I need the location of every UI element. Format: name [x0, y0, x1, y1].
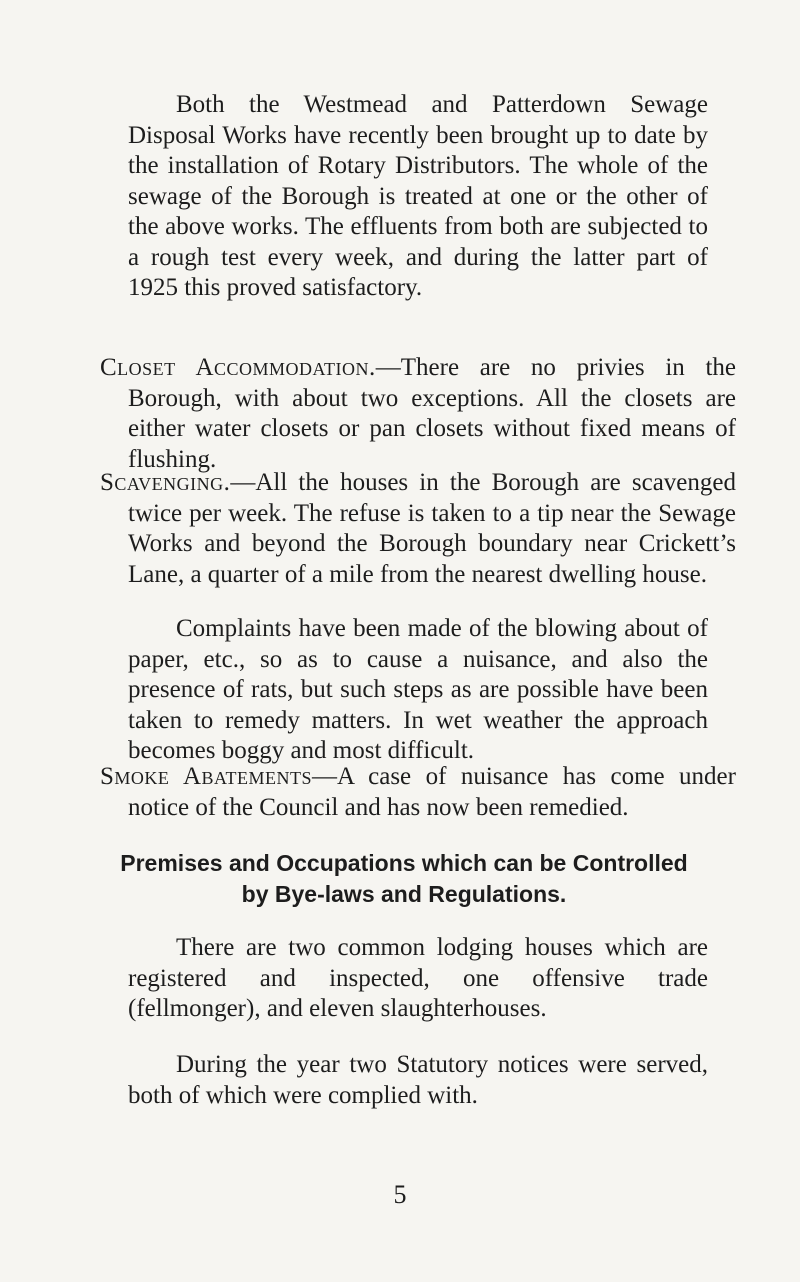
section-heading-line-2: by Bye-laws and Regulations.: [241, 881, 567, 907]
section-heading: [100, 848, 708, 910]
section-heading-line-1: Premises and Occupations which can be Controlled: [120, 850, 688, 876]
scavenging-title: Scavenging.: [100, 469, 231, 496]
paragraph-complaints: Complaints have been made of the blowing about of paper, etc., so as to cause a nuisance, and also the presence of rats, but such steps as are possible have been taken to remedy matters. In wet weather the approach becomes boggy and most difficult.: [128, 615, 708, 764]
paragraph-closet-accommodation: [100, 353, 736, 475]
page-number: 5: [393, 1180, 407, 1209]
closet-accommodation-title: Closet Accommodation.: [100, 354, 376, 381]
smoke-abatements-title: Smoke Abatements: [100, 763, 313, 790]
closet-accommodation-text: —There are no privies in the Borough, with about two exceptions. All the closets are either water closets or pan closets without fixed means of flushing.: [128, 354, 736, 473]
smoke-abatements-text: —A case of nuisance has come under notice of the Council and has now been remedied.: [128, 763, 736, 821]
paragraph-smoke-abatements: [100, 762, 736, 823]
paragraph-statutory-notices: During the year two Statutory notices were served, both of which were complied with.: [128, 1051, 708, 1109]
paragraph-scavenging: [100, 468, 736, 590]
scavenging-text: —All the houses in the Borough are scavenged twice per week. The refuse is taken to a tip near the Sewage Works and beyond the Borough boundary near Crickett’s Lane, a quarter of a mile from the nearest dwelling house.: [128, 469, 736, 588]
paragraph-lodging-houses: There are two common lodging houses which are registered and inspected, one offensive trade (fellmonger), and eleven slaughterhouses.: [128, 934, 708, 1022]
paragraph-sewage-disposal: Both the Westmead and Patterdown Sewage Disposal Works have recently been brought up to date by the installation of Rotary Distributors. The whole of the sewage of the Borough is treated at one or the other of the above works. The effluents from both are subjected to a rough test every week, and during the latter part of 1925 this proved satisfactory.: [128, 91, 708, 301]
